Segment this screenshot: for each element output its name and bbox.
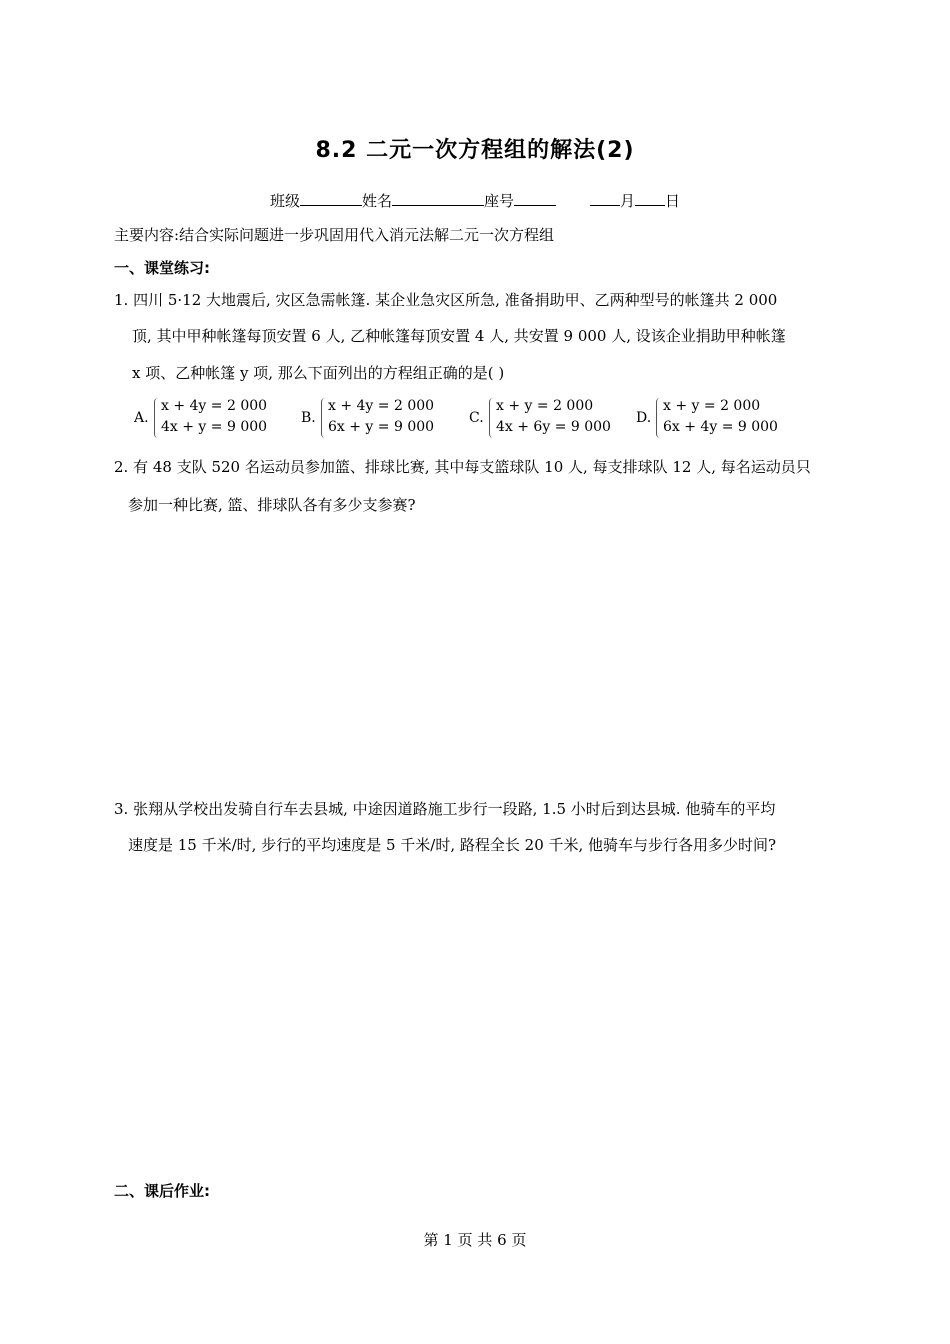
equation: x + y = 2 000 <box>496 398 594 414</box>
class-label: 班级 <box>269 192 300 210</box>
option-letter: B. <box>301 410 316 426</box>
brace-icon <box>321 398 326 438</box>
question-2-line-2: 参加一种比赛, 篮、排球队各有多少支参赛? <box>128 496 416 514</box>
option-letter: D. <box>636 410 652 426</box>
page-title: 8.2 二元一次方程组的解法(2) <box>315 138 635 163</box>
option-letter: C. <box>469 410 484 426</box>
name-blank[interactable] <box>392 191 484 206</box>
seat-label: 座号 <box>483 192 514 210</box>
equation: 4x + y = 9 000 <box>161 419 268 435</box>
day-blank[interactable] <box>635 191 665 206</box>
seat-blank[interactable] <box>514 191 556 206</box>
question-1-line-2: 顶, 其中甲种帐篷每顶安置 6 人, 乙种帐篷每顶安置 4 人, 共安置 9 000 人, 设该企业捐助甲种帐篷 <box>132 327 786 345</box>
student-info-line <box>0 190 950 211</box>
brace-icon <box>656 398 661 438</box>
question-1-line-3: x 项、乙种帐篷 y 项, 那么下面列出的方程组正确的是( ) <box>132 364 505 382</box>
month-label: 月 <box>620 192 636 210</box>
section-heading-homework: 二、课后作业: <box>114 1182 210 1200</box>
question-3-line-2: 速度是 15 千米/时, 步行的平均速度是 5 千米/时, 路程全长 20 千米, 他骑车与步行各用多少时间? <box>128 836 777 854</box>
brace-icon <box>489 398 494 438</box>
brace-icon <box>154 398 159 438</box>
page-footer: 第 1 页 共 6 页 <box>423 1231 527 1249</box>
equation: 6x + 4y = 9 000 <box>663 419 778 435</box>
day-label: 日 <box>665 192 681 210</box>
class-blank[interactable] <box>300 191 362 206</box>
main-content: 主要内容:结合实际问题进一步巩固用代入消元法解二元一次方程组 <box>114 226 555 244</box>
equation: 4x + 6y = 9 000 <box>496 419 611 435</box>
month-blank[interactable] <box>590 191 620 206</box>
question-1-line-1: 1. 四川 5·12 大地震后, 灾区急需帐篷. 某企业急灾区所急, 准备捐助甲、乙两种型号的帐篷共 2 000 <box>114 291 778 309</box>
question-3-line-1: 3. 张翔从学校出发骑自行车去县城, 中途因道路施工步行一段路, 1.5 小时后到达县城. 他骑车的平均 <box>114 800 776 818</box>
equation: x + 4y = 2 000 <box>328 398 435 414</box>
equation: x + y = 2 000 <box>663 398 761 414</box>
section-heading-classwork: 一、课堂练习: <box>114 259 210 277</box>
question-2-line-1: 2. 有 48 支队 520 名运动员参加篮、排球比赛, 其中每支篮球队 10 人, 每支排球队 12 人, 每名运动员只 <box>114 458 811 476</box>
option-letter: A. <box>134 410 149 426</box>
equation: 6x + y = 9 000 <box>328 419 435 435</box>
name-label: 姓名 <box>361 192 392 210</box>
equation: x + 4y = 2 000 <box>161 398 268 414</box>
